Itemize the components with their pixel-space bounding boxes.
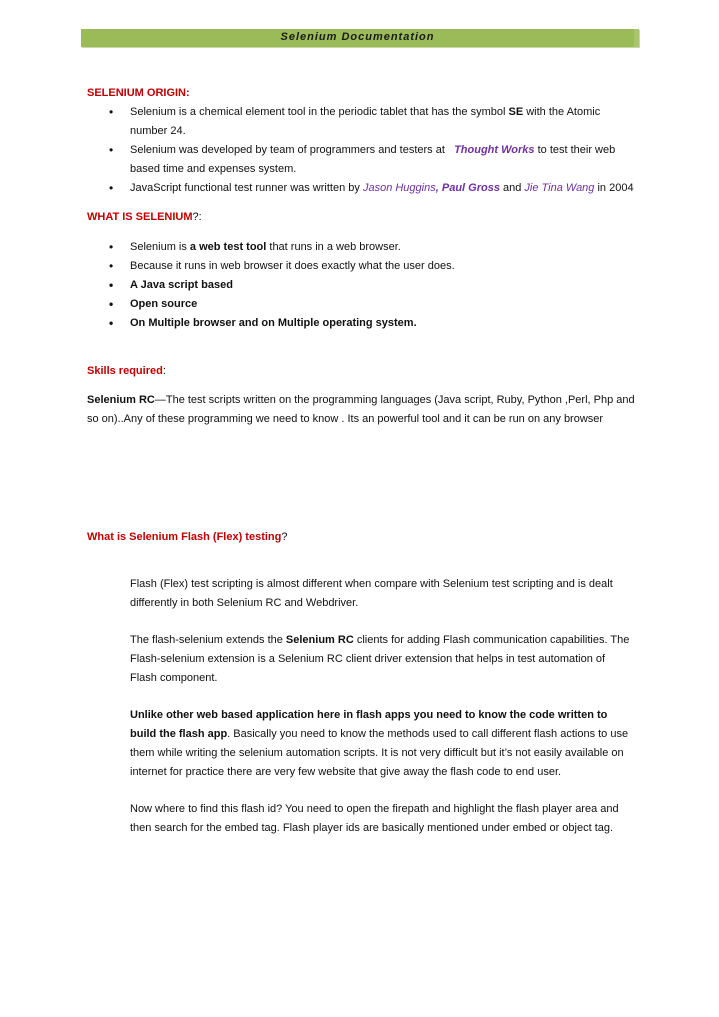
heading-suffix: :: [162, 365, 166, 377]
text: and: [499, 182, 525, 194]
author-name[interactable]: Jason Huggins: [362, 182, 436, 194]
author-name[interactable]: Paul Gross: [441, 182, 500, 194]
bold-text: Selenium RC: [285, 634, 354, 646]
list-item: • On Multiple browser and on Multiple operating system.: [87, 314, 637, 333]
skills-heading: [87, 362, 637, 381]
list-item: • Because it runs in web browser it does exactly what the user does.: [87, 257, 637, 276]
text: with the Atomic number 24.: [130, 106, 601, 137]
list-item: [87, 103, 637, 141]
separator: ,: [435, 182, 442, 194]
origin-list: [87, 103, 637, 198]
list-item: [87, 179, 637, 198]
thoughtworks-link[interactable]: Thought Works: [454, 144, 535, 156]
text: JavaScript functional test runner was written by: [130, 182, 363, 194]
text: The flash-selenium extends the: [130, 634, 286, 646]
what-heading: [87, 208, 637, 227]
symbol-text: SE: [508, 106, 524, 118]
bold-text: Unlike other web based application here in flash apps you need to know the code written to build the flash app: [130, 709, 608, 740]
flash-heading: [87, 528, 637, 547]
flash-paragraph-2: [87, 631, 635, 688]
flash-paragraph-1: Flash (Flex) test scripting is almost different when compare with Selenium test scripting and is dealt differently in both Selenium RC and Webdriver.: [130, 578, 613, 609]
text: clients for adding Flash communication capabilities. The Flash-selenium extension is a Selenium RC client driver extension that helps in test automation of Flash component.: [130, 634, 630, 684]
text: in 2004: [594, 182, 634, 194]
heading-text: WHAT IS SELENIUM: [87, 211, 193, 223]
what-list: [87, 238, 637, 333]
flash-paragraph-4: Now where to find this flash id? You need to open the firepath and highlight the flash player area and then search for the embed tag. Flash player ids are basically mentioned under embed or object tag.: [130, 803, 619, 834]
document-title: Selenium Documentation: [280, 31, 435, 43]
rc-label: Selenium RC: [87, 394, 155, 406]
bold-text: a web test tool: [189, 241, 267, 253]
text: Selenium was developed by team of programmers and testers at: [130, 144, 448, 156]
text: Selenium is: [130, 241, 190, 253]
origin-heading: SELENIUM ORIGIN:: [87, 87, 190, 99]
flash-paragraph-3: [87, 706, 635, 782]
list-item: [87, 238, 637, 257]
document-header-bar: [81, 29, 639, 47]
author-name[interactable]: Jie Tina Wang: [524, 182, 595, 194]
heading-suffix: ?: [281, 531, 288, 543]
text: that runs in a web browser.: [266, 241, 401, 253]
heading-text: Skills required: [87, 365, 163, 377]
heading-text: What is Selenium Flash (Flex) testing: [87, 531, 282, 543]
document-body: [87, 84, 637, 838]
heading-suffix: ?:: [192, 211, 202, 223]
text: . Basically you need to know the methods used to call different flash actions to use them while writing the selenium automation scripts. It is not very difficult but it’s not easily available on internet for practice there are very few website that give away the flash code to end user.: [130, 728, 629, 778]
skills-paragraph: [87, 391, 637, 429]
text: Selenium is a chemical element tool in the periodic tablet that has the symbol: [130, 106, 509, 118]
text: —The test scripts written on the programming languages (Java script, Ruby, Python ,Perl, Php and so on)..Any of these programming we need to know . Its an powerful tool and it can be run on any browser: [87, 394, 635, 425]
text: to test their web based time and expenses system.: [130, 144, 616, 175]
list-item: • A Java script based: [87, 276, 637, 295]
list-item: [87, 141, 637, 179]
list-item: • Open source: [87, 295, 637, 314]
